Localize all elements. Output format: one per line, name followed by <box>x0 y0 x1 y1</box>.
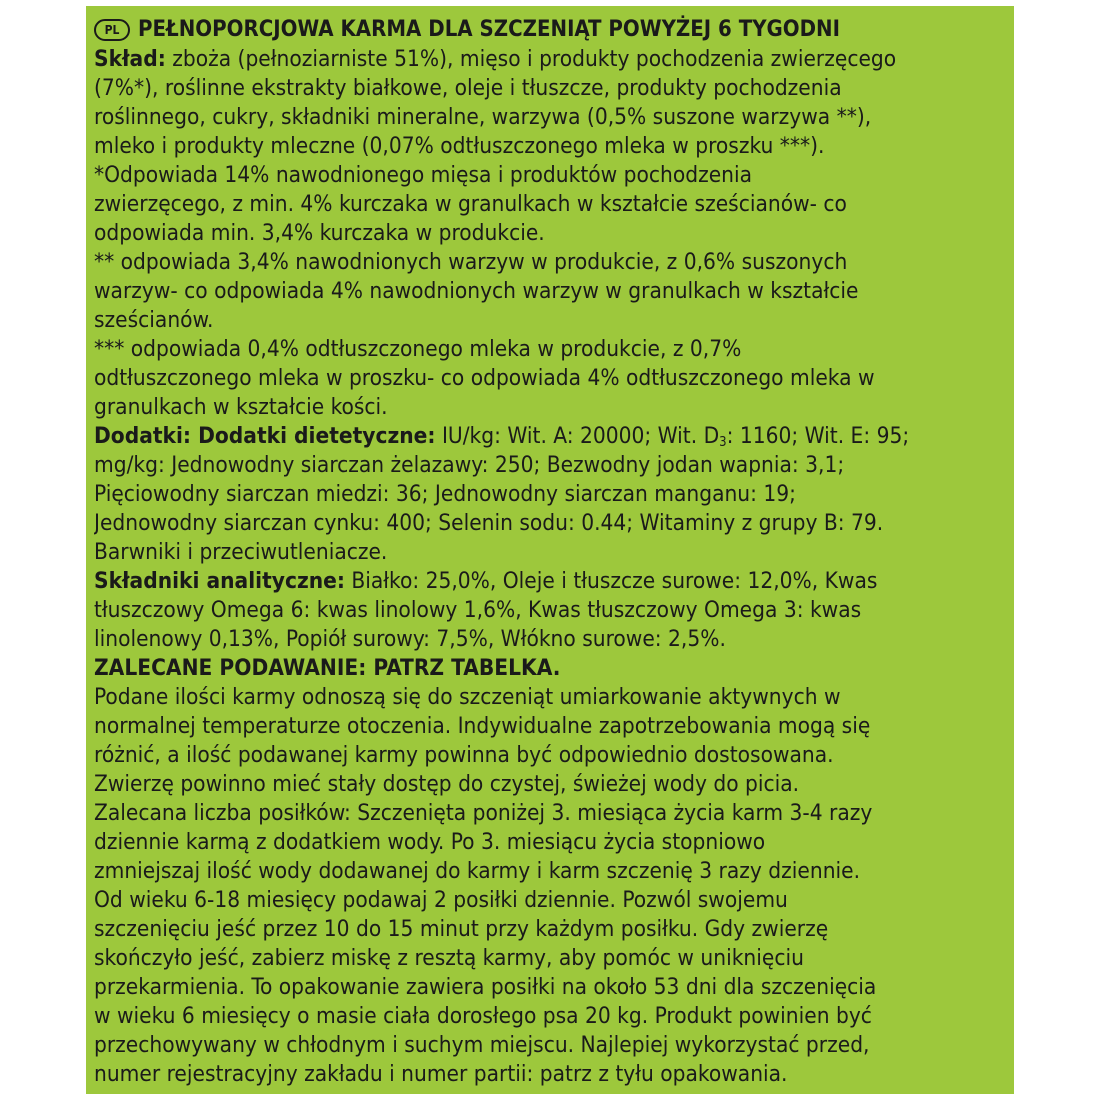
feeding-line: Zalecana liczba posiłków: Szczenięta poniżej 3. miesiąca życia karm 3-4 razy <box>94 800 873 826</box>
additives-text: : 1160; Wit. E: 95; <box>726 423 910 449</box>
additives-line: Barwniki i przeciwutleniacze. <box>94 539 388 565</box>
feeding-line: dziennie karmą z dodatkiem wody. Po 3. miesiącu życia stopniowo <box>94 829 766 855</box>
composition-line: mleko i produkty mleczne (0,07% odtłuszczonego mleka w proszku ***). <box>94 133 825 159</box>
additives-line <box>94 422 1006 451</box>
additives-text: IU/kg: Wit. A: 20000; Wit. D <box>435 423 720 449</box>
composition-text: zboża (pełnoziarniste 51%), mięso i produkty pochodzenia zwierzęcego <box>172 46 897 72</box>
analytical-line: tłuszczowy Omega 6: kwas linolowy 1,6%, Kwas tłuszczowy Omega 3: kwas <box>94 597 862 623</box>
vitamin-d-subscript: 3 <box>719 435 727 450</box>
feeding-line: szczenięciu jeść przez 10 do 15 minut przy każdym posiłku. Gdy zwierzę <box>94 916 829 942</box>
composition-line: roślinnego, cukry, składniki mineralne, warzywa (0,5% suszone warzywa **), <box>94 104 872 130</box>
feeding-line: numer rejestracyjny zakładu i numer partii: patrz z tyłu opakowania. <box>94 1061 788 1087</box>
footnote-line: ** odpowiada 3,4% nawodnionych warzyw w produkcie, z 0,6% suszonych <box>94 249 848 275</box>
footnote-line: warzyw- co odpowiada 4% nawodnionych warzyw w granulkach w kształcie <box>94 278 859 304</box>
feeding-line: w wieku 6 miesięcy o masie ciała dorosłego psa 20 kg. Produkt powinien być <box>94 1003 872 1029</box>
feeding-line: przechowywany w chłodnym i suchym miejscu. Najlepiej wykorzystać przed, <box>94 1032 870 1058</box>
composition-line <box>94 45 1006 74</box>
footnote-line: sześcianów. <box>94 307 214 333</box>
analytical-text: Białko: 25,0%, Oleje i tłuszcze surowe: 12,0%, Kwas <box>344 568 878 594</box>
title-row <box>94 15 1006 45</box>
footnote-line: zwierzęcego, z min. 4% kurczaka w granulkach w kształcie sześcianów- co <box>94 191 847 217</box>
feeding-line: różnić, a ilość podawanej karmy powinna być odpowiednio dostosowana. <box>94 742 834 768</box>
feeding-line: Od wieku 6-18 miesięcy podawaj 2 posiłki dziennie. Pozwól swojemu <box>94 887 788 913</box>
feeding-line: Zwierzę powinno mieć stały dostęp do czystej, świeżej wody do picia. <box>94 771 800 797</box>
language-badge: PL <box>94 19 130 41</box>
analytical-label: Składniki analityczne: <box>94 568 345 594</box>
feeding-line: skończyło jeść, zabierz miskę z resztą karmy, aby pomóc w uniknięciu <box>94 945 804 971</box>
composition-label: Skład: <box>94 46 166 72</box>
feeding-line: normalnej temperaturze otoczenia. Indywidualne zapotrzebowania mogą się <box>94 713 871 739</box>
analytical-line <box>94 567 1006 596</box>
footnote-line: odpowiada min. 3,4% kurczaka w produkcie. <box>94 220 545 246</box>
footnote-line: granulkach w kształcie kości. <box>94 394 388 420</box>
footnote-line: *** odpowiada 0,4% odtłuszczonego mleka w produkcie, z 0,7% <box>94 336 742 362</box>
footnote-line: odtłuszczonego mleka w proszku- co odpowiada 4% odtłuszczonego mleka w <box>94 365 875 391</box>
additives-line: Jednowodny siarczan cynku: 400; Selenin sodu: 0.44; Witaminy z grupy B: 79. <box>94 510 884 536</box>
additives-line: mg/kg: Jednowodny siarczan żelazawy: 250; Bezwodny jodan wapnia: 3,1; <box>94 452 845 478</box>
feeding-heading: ZALECANE PODAWANIE: PATRZ TABELKA. <box>94 655 561 681</box>
label-panel <box>86 6 1014 1094</box>
additives-line: Pięciowodny siarczan miedzi: 36; Jednowodny siarczan manganu: 19; <box>94 481 796 507</box>
product-title: PEŁNOPORCJOWA KARMA DLA SZCZENIĄT POWYŻEJ 6 TYGODNI <box>138 17 840 42</box>
analytical-line: linolenowy 0,13%, Popiół surowy: 7,5%, Włókno surowe: 2,5%. <box>94 626 726 652</box>
feeding-line: przekarmienia. To opakowanie zawiera posiłki na około 53 dni dla szczenięcia <box>94 974 877 1000</box>
feeding-line: zmniejszaj ilość wody dodawanej do karmy i karm szczenię 3 razy dziennie. <box>94 858 861 884</box>
feeding-line: Podane ilości karmy odnoszą się do szczeniąt umiarkowanie aktywnych w <box>94 684 841 710</box>
additives-label: Dodatki: Dodatki dietetyczne: <box>94 423 436 449</box>
composition-line: (7%*), roślinne ekstrakty białkowe, oleje i tłuszcze, produkty pochodzenia <box>94 75 842 101</box>
footnote-line: *Odpowiada 14% nawodnionego mięsa i produktów pochodzenia <box>94 162 753 188</box>
